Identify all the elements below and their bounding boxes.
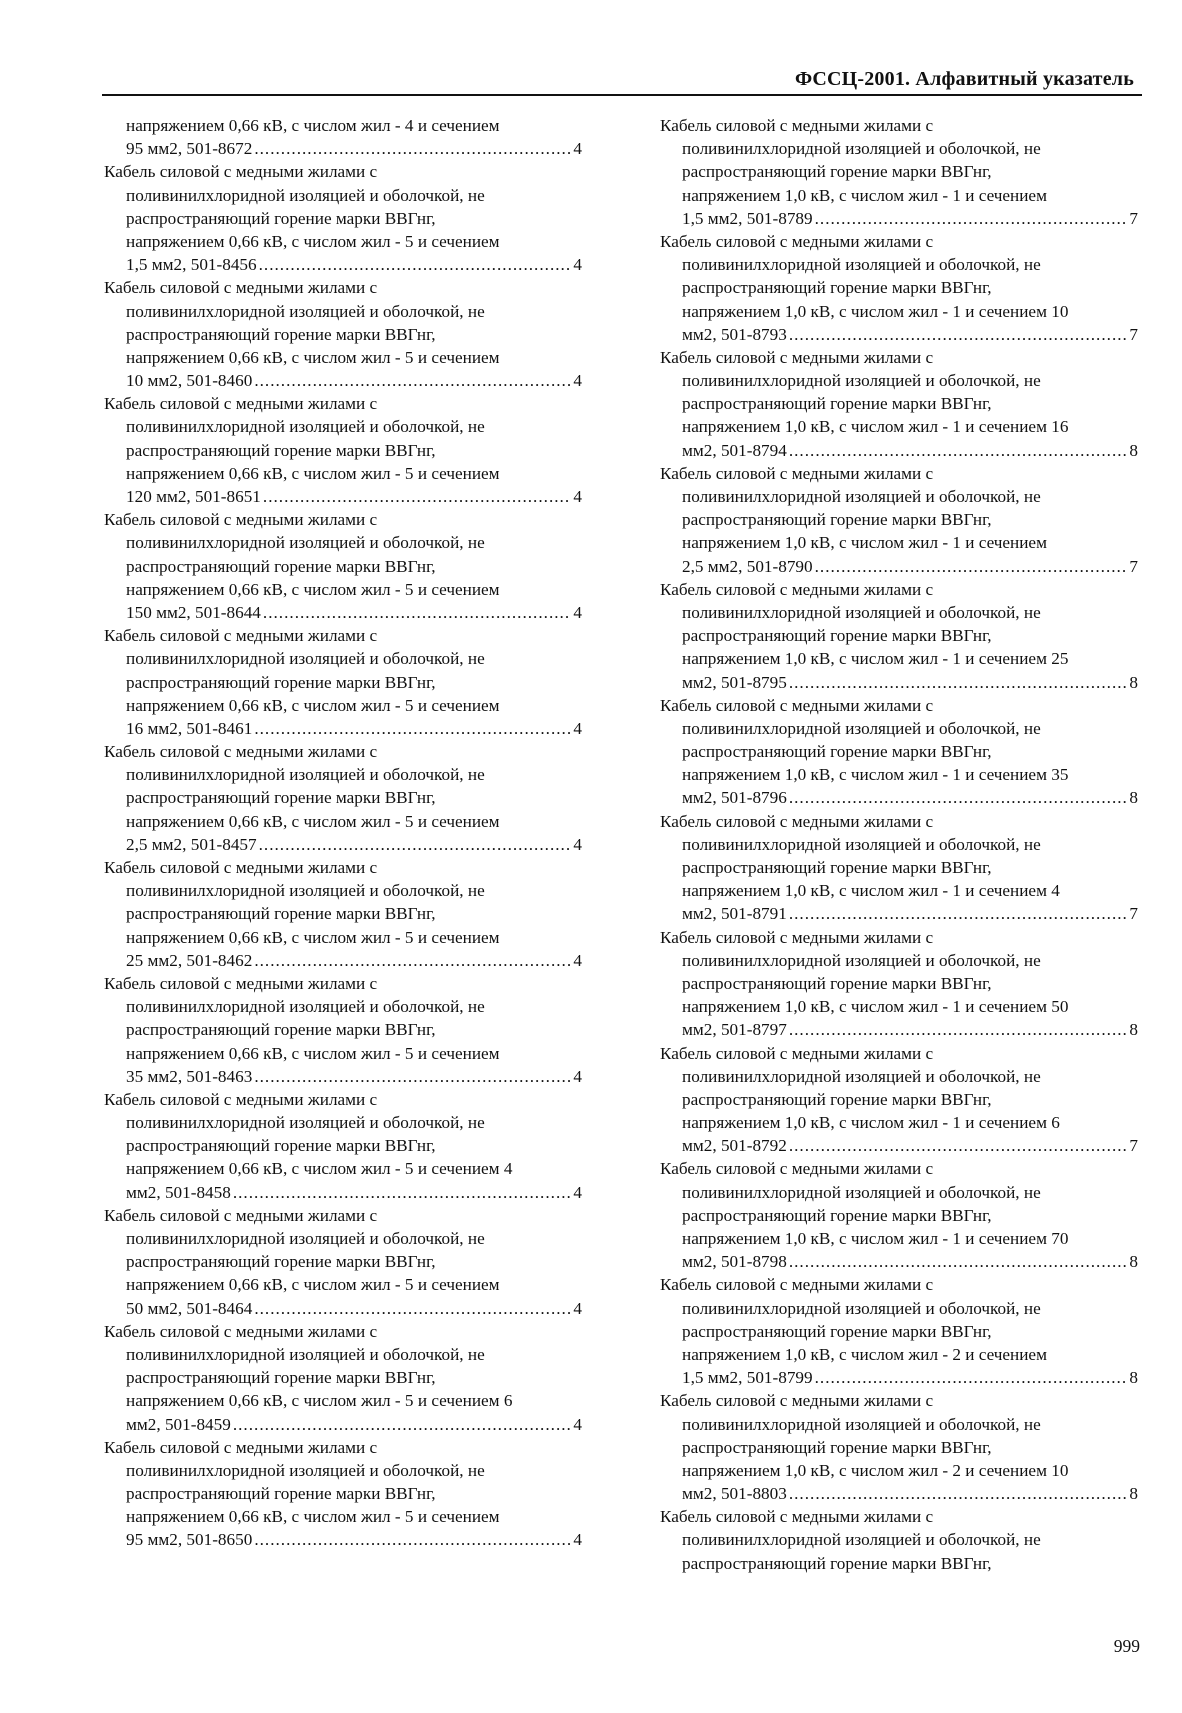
index-entry-line: напряжением 0,66 кВ, с числом жил - 5 и сечением bbox=[126, 1507, 500, 1527]
index-entry-line-with-page bbox=[104, 833, 582, 856]
index-entry-line-with-page bbox=[660, 671, 1138, 694]
dot-leader bbox=[815, 1366, 1128, 1389]
entry-page-number: 8 bbox=[1129, 1252, 1138, 1272]
index-entry-line: напряжением 1,0 кВ, с числом жил - 1 и сечением bbox=[682, 533, 1047, 553]
index-entry-line: Кабель силовой с медными жилами с bbox=[104, 1321, 378, 1341]
entry-page-number: 4 bbox=[573, 718, 582, 738]
entry-text: 16 мм2, 501-8461 bbox=[126, 718, 253, 738]
index-entry-line: напряжением 0,66 кВ, с числом жил - 5 и сечением 4 bbox=[126, 1159, 513, 1179]
index-entry-line: поливинилхлоридной изоляцией и оболочкой, не bbox=[682, 487, 1041, 506]
index-entry-line: распространяющий горение марки ВВГнг, bbox=[126, 324, 436, 344]
index-entry-line-with-page bbox=[660, 1366, 1138, 1389]
index-entry-line-with-page bbox=[104, 485, 582, 508]
index-entry-line: поливинилхлоридной изоляцией и оболочкой, не bbox=[126, 301, 485, 321]
index-entry-line: поливинилхлоридной изоляцией и оболочкой, не bbox=[126, 649, 485, 669]
index-entry-line-with-page bbox=[104, 1181, 582, 1204]
entry-text: 10 мм2, 501-8460 bbox=[126, 371, 253, 391]
index-entry-line: поливинилхлоридной изоляцией и оболочкой, не bbox=[682, 371, 1041, 391]
index-entry-line: распространяющий горение марки ВВГнг, bbox=[682, 742, 992, 762]
index-entry-line: Кабель силовой с медными жилами с bbox=[660, 811, 934, 831]
index-entry-line-with-page bbox=[660, 786, 1138, 809]
index-entry-line: напряжением 0,66 кВ, с числом жил - 5 и сечением bbox=[126, 811, 500, 831]
entry-page-number: 8 bbox=[1129, 1368, 1138, 1388]
index-column-right bbox=[660, 114, 1138, 1575]
dot-leader bbox=[254, 1528, 571, 1551]
index-entry-line: Кабель силовой с медными жилами с bbox=[660, 116, 934, 135]
index-entry-line: распространяющий горение марки ВВГнг, bbox=[126, 788, 436, 808]
index-entry-line: напряжением 1,0 кВ, с числом жил - 1 и сечением 16 bbox=[682, 417, 1069, 437]
dot-leader bbox=[789, 1482, 1128, 1505]
index-entry-line: Кабель силовой с медными жилами с bbox=[104, 1205, 378, 1225]
entry-text: 95 мм2, 501-8650 bbox=[126, 1530, 253, 1550]
entry-page-number: 7 bbox=[1129, 208, 1138, 228]
entry-text: мм2, 501-8794 bbox=[682, 440, 787, 460]
index-entry-line-with-page bbox=[104, 369, 582, 392]
dot-leader bbox=[789, 323, 1128, 346]
dot-leader bbox=[254, 1297, 571, 1320]
index-entry-line: Кабель силовой с медными жилами с bbox=[104, 510, 378, 530]
entry-text: мм2, 501-8797 bbox=[682, 1020, 787, 1040]
dot-leader bbox=[789, 1250, 1128, 1273]
index-entry-line-with-page bbox=[660, 439, 1138, 462]
entry-text: 1,5 мм2, 501-8789 bbox=[682, 208, 813, 228]
entry-text: мм2, 501-8795 bbox=[682, 672, 787, 692]
entry-text: 1,5 мм2, 501-8456 bbox=[126, 255, 257, 275]
entry-page-number: 7 bbox=[1129, 1136, 1138, 1156]
index-entry-line: напряжением 0,66 кВ, с числом жил - 5 и сечением bbox=[126, 347, 500, 367]
index-entry-line-with-page bbox=[660, 902, 1138, 925]
index-entry-line-with-page bbox=[104, 1065, 582, 1088]
index-entry-line: напряжением 0,66 кВ, с числом жил - 4 и сечением bbox=[126, 116, 500, 135]
dot-leader bbox=[789, 1134, 1128, 1157]
index-entry-line: поливинилхлоридной изоляцией и оболочкой, не bbox=[682, 602, 1041, 622]
entry-page-number: 7 bbox=[1129, 556, 1138, 576]
index-entry-line: поливинилхлоридной изоляцией и оболочкой, не bbox=[682, 718, 1041, 738]
index-entry-line: поливинилхлоридной изоляцией и оболочкой, не bbox=[682, 1298, 1041, 1318]
index-entry-line-with-page bbox=[660, 1482, 1138, 1505]
entry-page-number: 8 bbox=[1129, 672, 1138, 692]
entry-text: мм2, 501-8458 bbox=[126, 1182, 231, 1202]
index-entry-line: напряжением 1,0 кВ, с числом жил - 1 и сечением 50 bbox=[682, 997, 1069, 1017]
entry-text: 120 мм2, 501-8651 bbox=[126, 487, 261, 506]
entry-text: мм2, 501-8798 bbox=[682, 1252, 787, 1272]
entry-page-number: 8 bbox=[1129, 1020, 1138, 1040]
index-entry-line: распространяющий горение марки ВВГнг, bbox=[682, 1437, 992, 1457]
dot-leader bbox=[789, 671, 1128, 694]
entry-text: 95 мм2, 501-8672 bbox=[126, 139, 253, 159]
index-entry-line-with-page bbox=[660, 207, 1138, 230]
dot-leader bbox=[815, 555, 1128, 578]
page-header bbox=[102, 62, 1142, 96]
entry-text: мм2, 501-8803 bbox=[682, 1484, 787, 1504]
entry-text: мм2, 501-8459 bbox=[126, 1414, 231, 1434]
dot-leader bbox=[254, 369, 571, 392]
dot-leader bbox=[259, 833, 572, 856]
entry-text: 35 мм2, 501-8463 bbox=[126, 1066, 253, 1086]
entry-text: 2,5 мм2, 501-8790 bbox=[682, 556, 813, 576]
index-entry-line: Кабель силовой с медными жилами с bbox=[660, 579, 934, 599]
header-title: ФССЦ-2001. Алфавитный указатель bbox=[794, 68, 1134, 90]
index-entry-line: Кабель силовой с медными жилами с bbox=[660, 695, 934, 715]
index-entry-line: напряжением 1,0 кВ, с числом жил - 1 и сечением 4 bbox=[682, 881, 1060, 901]
index-entry-line: распространяющий горение марки ВВГнг, bbox=[682, 510, 992, 530]
index-entry-line: Кабель силовой с медными жилами с bbox=[104, 394, 378, 414]
index-entry-line: поливинилхлоридной изоляцией и оболочкой, не bbox=[682, 139, 1041, 159]
index-entry-line-with-page bbox=[660, 1018, 1138, 1041]
entry-page-number: 4 bbox=[573, 371, 582, 391]
index-entry-line-with-page bbox=[104, 1413, 582, 1436]
index-entry-line: напряжением 0,66 кВ, с числом жил - 5 и сечением bbox=[126, 695, 500, 715]
index-entry-line: Кабель силовой с медными жилами с bbox=[104, 162, 378, 182]
index-entry-line: поливинилхлоридной изоляцией и оболочкой, не bbox=[682, 1066, 1041, 1086]
entry-text: 25 мм2, 501-8462 bbox=[126, 950, 253, 970]
index-entry-line: поливинилхлоридной изоляцией и оболочкой, не bbox=[126, 1229, 485, 1248]
entry-page-number: 4 bbox=[573, 950, 582, 970]
entry-page-number: 4 bbox=[573, 139, 582, 159]
index-entry-line: напряжением 0,66 кВ, с числом жил - 5 и сечением bbox=[126, 1043, 500, 1063]
index-entry-line: Кабель силовой с медными жилами с bbox=[660, 463, 934, 483]
index-entry-line-with-page bbox=[104, 717, 582, 740]
index-entry-line: Кабель силовой с медными жилами с bbox=[104, 858, 378, 877]
dot-leader bbox=[233, 1413, 572, 1436]
index-entry-line: поливинилхлоридной изоляцией и оболочкой, не bbox=[682, 255, 1041, 275]
entry-page-number: 4 bbox=[573, 602, 582, 622]
entry-page-number: 4 bbox=[573, 1182, 582, 1202]
index-entry-line: Кабель силовой с медными жилами с bbox=[104, 973, 378, 993]
dot-leader bbox=[254, 1065, 571, 1088]
index-entry-line: распространяющий горение марки ВВГнг, bbox=[682, 1553, 992, 1573]
index-entry-line: Кабель силовой с медными жилами с bbox=[104, 1089, 378, 1109]
index-entry-line: распространяющий горение марки ВВГнг, bbox=[682, 162, 992, 182]
index-entry-line: напряжением 1,0 кВ, с числом жил - 2 и сечением bbox=[682, 1344, 1047, 1364]
index-entry-line: распространяющий горение марки ВВГнг, bbox=[126, 208, 436, 228]
index-entry-line: напряжением 0,66 кВ, с числом жил - 5 и сечением 6 bbox=[126, 1391, 513, 1411]
index-entry-line: напряжением 1,0 кВ, с числом жил - 2 и сечением 10 bbox=[682, 1460, 1069, 1480]
index-entry-line: распространяющий горение марки ВВГнг, bbox=[126, 1368, 436, 1388]
entry-page-number: 4 bbox=[573, 1414, 582, 1434]
index-entry-line: распространяющий горение марки ВВГнг, bbox=[126, 672, 436, 692]
entry-text: 50 мм2, 501-8464 bbox=[126, 1298, 253, 1318]
index-entry-line: напряжением 0,66 кВ, с числом жил - 5 и сечением bbox=[126, 579, 500, 599]
entry-text: мм2, 501-8792 bbox=[682, 1136, 787, 1156]
dot-leader bbox=[259, 253, 572, 276]
entry-page-number: 4 bbox=[573, 1530, 582, 1550]
entry-page-number: 4 bbox=[573, 487, 582, 506]
dot-leader bbox=[815, 207, 1128, 230]
index-entry-line: Кабель силовой с медными жилами с bbox=[660, 1391, 934, 1411]
index-entry-line: поливинилхлоридной изоляцией и оболочкой, не bbox=[126, 765, 485, 785]
index-entry-line: напряжением 1,0 кВ, с числом жил - 1 и сечением 6 bbox=[682, 1113, 1060, 1133]
index-entry-line: распространяющий горение марки ВВГнг, bbox=[682, 626, 992, 646]
index-column-left bbox=[104, 114, 582, 1552]
index-entry-line-with-page bbox=[104, 601, 582, 624]
index-entry-line: напряжением 0,66 кВ, с числом жил - 5 и сечением bbox=[126, 927, 500, 947]
dot-leader bbox=[254, 949, 571, 972]
index-entry-line: поливинилхлоридной изоляцией и оболочкой, не bbox=[126, 1113, 485, 1133]
index-entry-line: напряжением 1,0 кВ, с числом жил - 1 и сечением 35 bbox=[682, 765, 1069, 785]
entry-page-number: 4 bbox=[573, 834, 582, 854]
entry-page-number: 8 bbox=[1129, 788, 1138, 808]
index-entry-line: распространяющий горение марки ВВГнг, bbox=[126, 440, 436, 460]
dot-leader bbox=[233, 1181, 572, 1204]
index-entry-line: распространяющий горение марки ВВГнг, bbox=[126, 1136, 436, 1156]
index-entry-line: распространяющий горение марки ВВГнг, bbox=[126, 1484, 436, 1504]
index-entry-line: Кабель силовой с медными жилами с bbox=[104, 742, 378, 762]
dot-leader bbox=[789, 439, 1128, 462]
index-entry-line-with-page bbox=[660, 1134, 1138, 1157]
entry-page-number: 8 bbox=[1129, 440, 1138, 460]
index-entry-line: Кабель силовой с медными жилами с bbox=[660, 927, 934, 947]
dot-leader bbox=[254, 137, 571, 160]
index-entry-line-with-page bbox=[660, 323, 1138, 346]
index-entry-line: поливинилхлоридной изоляцией и оболочкой, не bbox=[126, 881, 485, 901]
index-entry-line: Кабель силовой с медными жилами с bbox=[660, 1159, 934, 1179]
index-entry-line: Кабель силовой с медными жилами с bbox=[660, 231, 934, 251]
index-entry-line: поливинилхлоридной изоляцией и оболочкой, не bbox=[126, 997, 485, 1017]
index-entry-line: распространяющий горение марки ВВГнг, bbox=[682, 394, 992, 414]
index-entry-line: Кабель силовой с медными жилами с bbox=[104, 1437, 378, 1457]
index-entry-line: поливинилхлоридной изоляцией и оболочкой, не bbox=[682, 1530, 1041, 1550]
index-entry-line: распространяющий горение марки ВВГнг, bbox=[126, 556, 436, 576]
entry-page-number: 7 bbox=[1129, 904, 1138, 924]
index-entry-line: распространяющий горение марки ВВГнг, bbox=[682, 1205, 992, 1225]
index-entry-line-with-page bbox=[660, 1250, 1138, 1273]
dot-leader bbox=[254, 717, 571, 740]
index-entry-line: напряжением 1,0 кВ, с числом жил - 1 и сечением 25 bbox=[682, 649, 1069, 669]
index-entry-line: напряжением 1,0 кВ, с числом жил - 1 и сечением 10 bbox=[682, 301, 1069, 321]
index-entry-line: Кабель силовой с медными жилами с bbox=[660, 1507, 934, 1527]
index-entry-line: поливинилхлоридной изоляцией и оболочкой, не bbox=[126, 1460, 485, 1480]
index-entry-line: распространяющий горение марки ВВГнг, bbox=[682, 278, 992, 298]
index-entry-line: распространяющий горение марки ВВГнг, bbox=[126, 1252, 436, 1272]
entry-text: мм2, 501-8791 bbox=[682, 904, 787, 924]
index-entry-line-with-page bbox=[660, 555, 1138, 578]
dot-leader bbox=[263, 485, 572, 508]
index-entry-line: поливинилхлоридной изоляцией и оболочкой, не bbox=[126, 1344, 485, 1364]
index-entry-line: поливинилхлоридной изоляцией и оболочкой, не bbox=[682, 950, 1041, 970]
index-entry-line: напряжением 0,66 кВ, с числом жил - 5 и сечением bbox=[126, 231, 500, 251]
dot-leader bbox=[789, 786, 1128, 809]
index-entry-line: распространяющий горение марки ВВГнг, bbox=[682, 1321, 992, 1341]
index-entry-line-with-page bbox=[104, 949, 582, 972]
entry-page-number: 8 bbox=[1129, 1484, 1138, 1504]
index-entry-line: поливинилхлоридной изоляцией и оболочкой, не bbox=[682, 834, 1041, 854]
index-entry-line-with-page bbox=[104, 137, 582, 160]
entry-page-number: 7 bbox=[1129, 324, 1138, 344]
entry-text: 1,5 мм2, 501-8799 bbox=[682, 1368, 813, 1388]
index-entry-line: распространяющий горение марки ВВГнг, bbox=[682, 1089, 992, 1109]
index-entry-line: поливинилхлоридной изоляцией и оболочкой, не bbox=[126, 417, 485, 437]
entry-text: 150 мм2, 501-8644 bbox=[126, 602, 261, 622]
index-entry-line-with-page bbox=[104, 253, 582, 276]
entry-text: мм2, 501-8793 bbox=[682, 324, 787, 344]
index-entry-line: Кабель силовой с медными жилами с bbox=[104, 278, 378, 298]
dot-leader bbox=[263, 601, 572, 624]
page-number: 999 bbox=[1113, 1636, 1140, 1656]
entry-page-number: 4 bbox=[573, 255, 582, 275]
index-entry-line: распространяющий горение марки ВВГнг, bbox=[126, 1020, 436, 1040]
entry-text: мм2, 501-8796 bbox=[682, 788, 787, 808]
index-entry-line: распространяющий горение марки ВВГнг, bbox=[126, 904, 436, 924]
index-entry-line: Кабель силовой с медными жилами с bbox=[660, 347, 934, 367]
index-entry-line-with-page bbox=[104, 1528, 582, 1551]
entry-text: 2,5 мм2, 501-8457 bbox=[126, 834, 257, 854]
index-entry-line-with-page bbox=[104, 1297, 582, 1320]
index-entry-line: распространяющий горение марки ВВГнг, bbox=[682, 973, 992, 993]
index-entry-line: напряжением 1,0 кВ, с числом жил - 1 и сечением bbox=[682, 185, 1047, 205]
index-entry-line: напряжением 0,66 кВ, с числом жил - 5 и сечением bbox=[126, 463, 500, 483]
index-entry-line: поливинилхлоридной изоляцией и оболочкой, не bbox=[126, 185, 485, 205]
index-entry-line: поливинилхлоридной изоляцией и оболочкой, не bbox=[682, 1414, 1041, 1434]
index-entry-line: распространяющий горение марки ВВГнг, bbox=[682, 858, 992, 877]
index-entry-line: напряжением 0,66 кВ, с числом жил - 5 и сечением bbox=[126, 1275, 500, 1295]
index-entry-line: Кабель силовой с медными жилами с bbox=[104, 626, 378, 646]
index-entry-line: поливинилхлоридной изоляцией и оболочкой, не bbox=[682, 1182, 1041, 1202]
entry-page-number: 4 bbox=[573, 1066, 582, 1086]
index-entry-line: напряжением 1,0 кВ, с числом жил - 1 и сечением 70 bbox=[682, 1229, 1069, 1248]
index-entry-line: Кабель силовой с медными жилами с bbox=[660, 1043, 934, 1063]
index-entry-line: Кабель силовой с медными жилами с bbox=[660, 1275, 934, 1295]
index-entry-line: поливинилхлоридной изоляцией и оболочкой, не bbox=[126, 533, 485, 553]
dot-leader bbox=[789, 1018, 1128, 1041]
dot-leader bbox=[789, 902, 1128, 925]
entry-page-number: 4 bbox=[573, 1298, 582, 1318]
